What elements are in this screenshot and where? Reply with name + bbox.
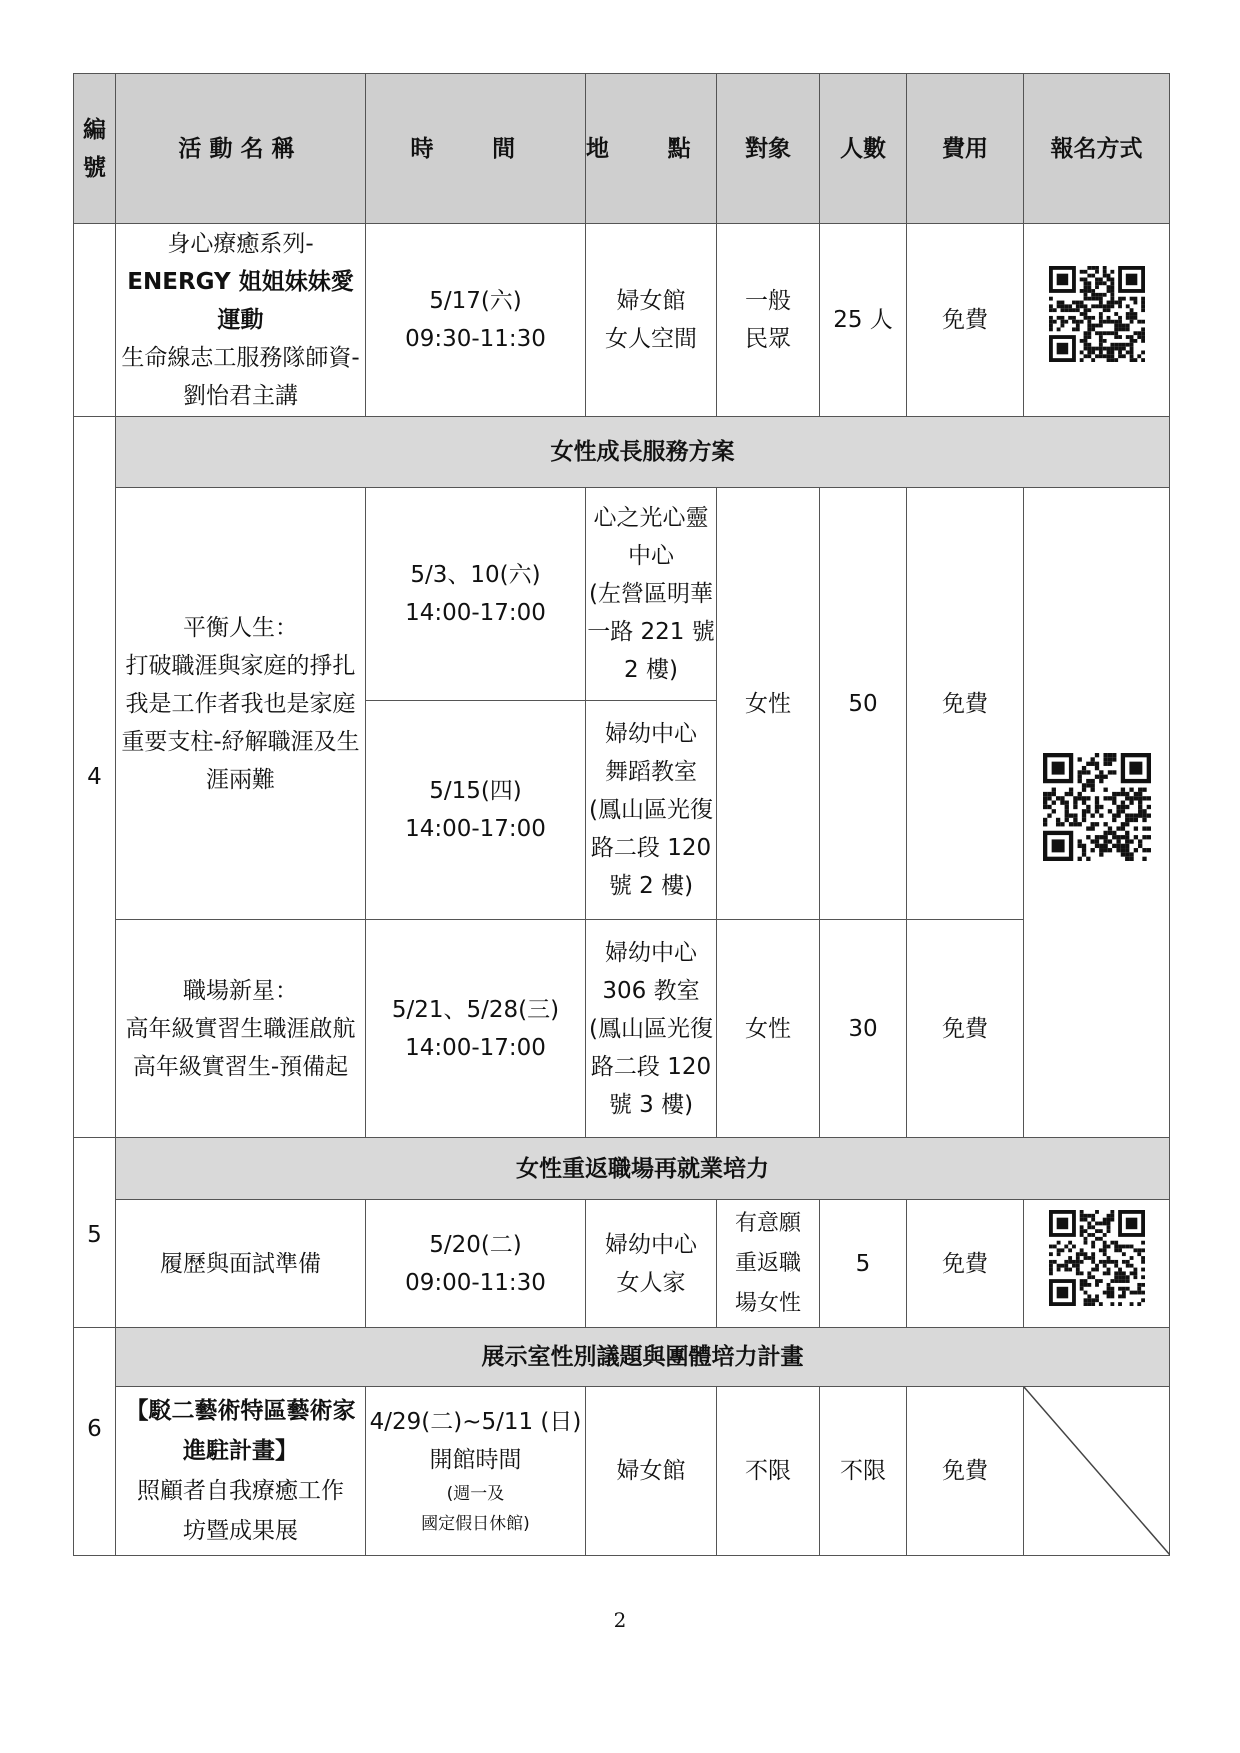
- activity-count: 不限: [820, 1387, 907, 1556]
- place-line: 路二段 120: [590, 835, 712, 861]
- place-line: 舞蹈教室: [605, 759, 697, 785]
- activity-time: [366, 1200, 586, 1328]
- activity-target: 女性: [717, 488, 820, 920]
- activity-time: [366, 920, 586, 1138]
- activity-name-line: 打破職涯與家庭的掙扎: [125, 652, 356, 679]
- diagonal-slash: [1024, 1387, 1170, 1555]
- time-date: 5/15(四): [429, 778, 522, 804]
- place-line: (鳳山區光復: [589, 1015, 713, 1042]
- section-row: [74, 1328, 1170, 1387]
- activity-fee: 免費: [907, 224, 1024, 417]
- section-num: 4: [74, 417, 116, 1138]
- time-hours: 開館時間: [429, 1447, 522, 1473]
- place-line: 306 教室: [602, 977, 700, 1004]
- activity-name-line: 照顧者自我療癒工作: [137, 1478, 344, 1504]
- activity-table: [73, 73, 1170, 1556]
- time-date: 5/3、10(六): [410, 562, 541, 588]
- place-line: 婦幼中心: [605, 1231, 697, 1258]
- activity-fee: 免費: [907, 920, 1024, 1138]
- activity-name-line: 職場新星：: [183, 977, 298, 1004]
- section-num-text: 5: [87, 1222, 102, 1248]
- activity-place: 婦女館: [586, 1387, 717, 1556]
- section-num: [74, 1328, 116, 1556]
- section-num: [74, 1138, 116, 1328]
- activity-target: [717, 1200, 820, 1328]
- table-row: [74, 488, 1170, 701]
- activity-name-line: 我是工作者我也是家庭重要支柱-紓解職涯及生涯兩難: [121, 690, 360, 793]
- section-row: [74, 417, 1170, 488]
- activity-fee: 免費: [907, 1387, 1024, 1556]
- header-fee: 費用: [907, 74, 1024, 224]
- activity-place: [586, 701, 717, 920]
- activity-name: 履歷與面試準備: [116, 1200, 366, 1328]
- place-line: (鳳山區光復: [589, 797, 713, 823]
- time-note: (週一及: [446, 1484, 505, 1504]
- place-line: 女人家: [616, 1269, 686, 1296]
- activity-target: 女性: [717, 920, 820, 1138]
- time-hours: 14:00-17:00: [405, 816, 546, 842]
- target-line: 重返職: [734, 1250, 801, 1276]
- page-number: 2: [613, 1608, 627, 1632]
- section-num-text: 6: [87, 1416, 102, 1442]
- activity-time: [366, 224, 586, 417]
- activity-name-line: 平衡人生：: [183, 614, 298, 641]
- place-line: 婦女館: [616, 288, 686, 314]
- qr-code-icon[interactable]: [1043, 753, 1151, 873]
- activity-name: [116, 224, 366, 417]
- table-row: [74, 920, 1170, 1138]
- activity-name-line: 高年級實習生職涯啟航: [125, 1015, 356, 1042]
- activity-target: 不限: [717, 1387, 820, 1556]
- activity-name-bold: ENERGY 姐姐妹妹愛運動: [127, 269, 354, 333]
- time-hours: 14:00-17:00: [405, 1034, 546, 1061]
- time-hours: 09:00-11:30: [405, 1269, 546, 1296]
- activity-name-line: 生命線志工服務隊師資-劉怡君主講: [121, 345, 360, 409]
- place-line: 女人空間: [605, 326, 697, 352]
- activity-name-line: 高年級實習生-預備起: [132, 1053, 349, 1080]
- activity-fee: 免費: [907, 1200, 1024, 1328]
- section-row: [74, 1138, 1170, 1200]
- activity-name: [116, 488, 366, 920]
- signup-qr-cell[interactable]: [1024, 488, 1170, 1138]
- activity-time: [366, 1387, 586, 1556]
- activity-time: [366, 488, 586, 701]
- table-row: [74, 1387, 1170, 1556]
- place-line: 婦幼中心: [605, 721, 697, 747]
- place-line: 中心: [628, 543, 674, 569]
- header-target: 對象: [717, 74, 820, 224]
- header-num-1: 編: [83, 116, 106, 143]
- activity-count: 25 人: [820, 224, 907, 417]
- place-line: 號 3 樓): [608, 1091, 694, 1118]
- signup-qr-cell[interactable]: [1024, 1200, 1170, 1328]
- activity-name-line: 身心療癒系列-: [167, 231, 314, 257]
- header-count: 人數: [820, 74, 907, 224]
- time-date: 5/21、5/28(三): [391, 996, 560, 1023]
- section-title: 展示室性別議題與團體培力計畫: [116, 1328, 1170, 1387]
- activity-name: [116, 920, 366, 1138]
- activity-target: [717, 224, 820, 417]
- header-num-2: 號: [83, 154, 106, 181]
- header-num: [74, 74, 116, 224]
- activity-place: [586, 224, 717, 417]
- time-date: 5/17(六): [429, 288, 522, 314]
- activity-count: 50: [820, 488, 907, 920]
- target-line: 有意願: [734, 1210, 801, 1236]
- header-signup: 報名方式: [1024, 74, 1170, 224]
- activity-count: 5: [820, 1200, 907, 1328]
- place-line: 2 樓): [624, 657, 678, 683]
- place-line: (左營區明華: [589, 581, 713, 607]
- activity-name-bold: 【駁二藝術特區藝術家: [125, 1398, 356, 1424]
- time-date: 5/20(二): [429, 1231, 522, 1258]
- signup-qr-cell[interactable]: [1024, 224, 1170, 417]
- section-title: 女性重返職場再就業培力: [116, 1138, 1170, 1200]
- place-line: 婦幼中心: [605, 939, 697, 966]
- time-hours: 09:30-11:30: [405, 326, 546, 352]
- target-line: 民眾: [745, 326, 791, 352]
- place-line: 一路 221 號: [587, 619, 715, 645]
- place-line: 心之光心靈: [593, 505, 709, 531]
- activity-time: [366, 701, 586, 920]
- target-line: 一般: [745, 288, 791, 314]
- activity-name: [116, 1387, 366, 1556]
- time-date: 4/29(二)~5/11 (日): [369, 1409, 582, 1435]
- section-title: 女性成長服務方案: [116, 417, 1170, 488]
- activity-place: [586, 488, 717, 701]
- activity-name-bold: 進駐計畫】: [183, 1438, 298, 1464]
- activity-fee: 免費: [907, 488, 1024, 920]
- row-num-empty: [74, 224, 116, 417]
- place-line: 路二段 120: [590, 1053, 712, 1080]
- header-name: 活動名稱: [116, 74, 366, 224]
- header-row: [74, 74, 1170, 224]
- activity-count: 30: [820, 920, 907, 1138]
- table-row: [74, 1200, 1170, 1328]
- time-hours: 14:00-17:00: [405, 600, 546, 626]
- place-line: 號 2 樓): [608, 873, 694, 899]
- qr-code-icon[interactable]: [1049, 1210, 1145, 1318]
- activity-place: [586, 920, 717, 1138]
- header-place: 地 點: [586, 74, 717, 224]
- signup-empty-cell: [1024, 1387, 1170, 1556]
- qr-code-icon[interactable]: [1049, 266, 1145, 374]
- header-time: 時 間: [366, 74, 586, 224]
- time-note: 國定假日休館): [421, 1514, 530, 1534]
- activity-name-line: 坊暨成果展: [183, 1518, 298, 1544]
- target-line: 場女性: [734, 1290, 801, 1316]
- table-row: [74, 224, 1170, 417]
- activity-place: [586, 1200, 717, 1328]
